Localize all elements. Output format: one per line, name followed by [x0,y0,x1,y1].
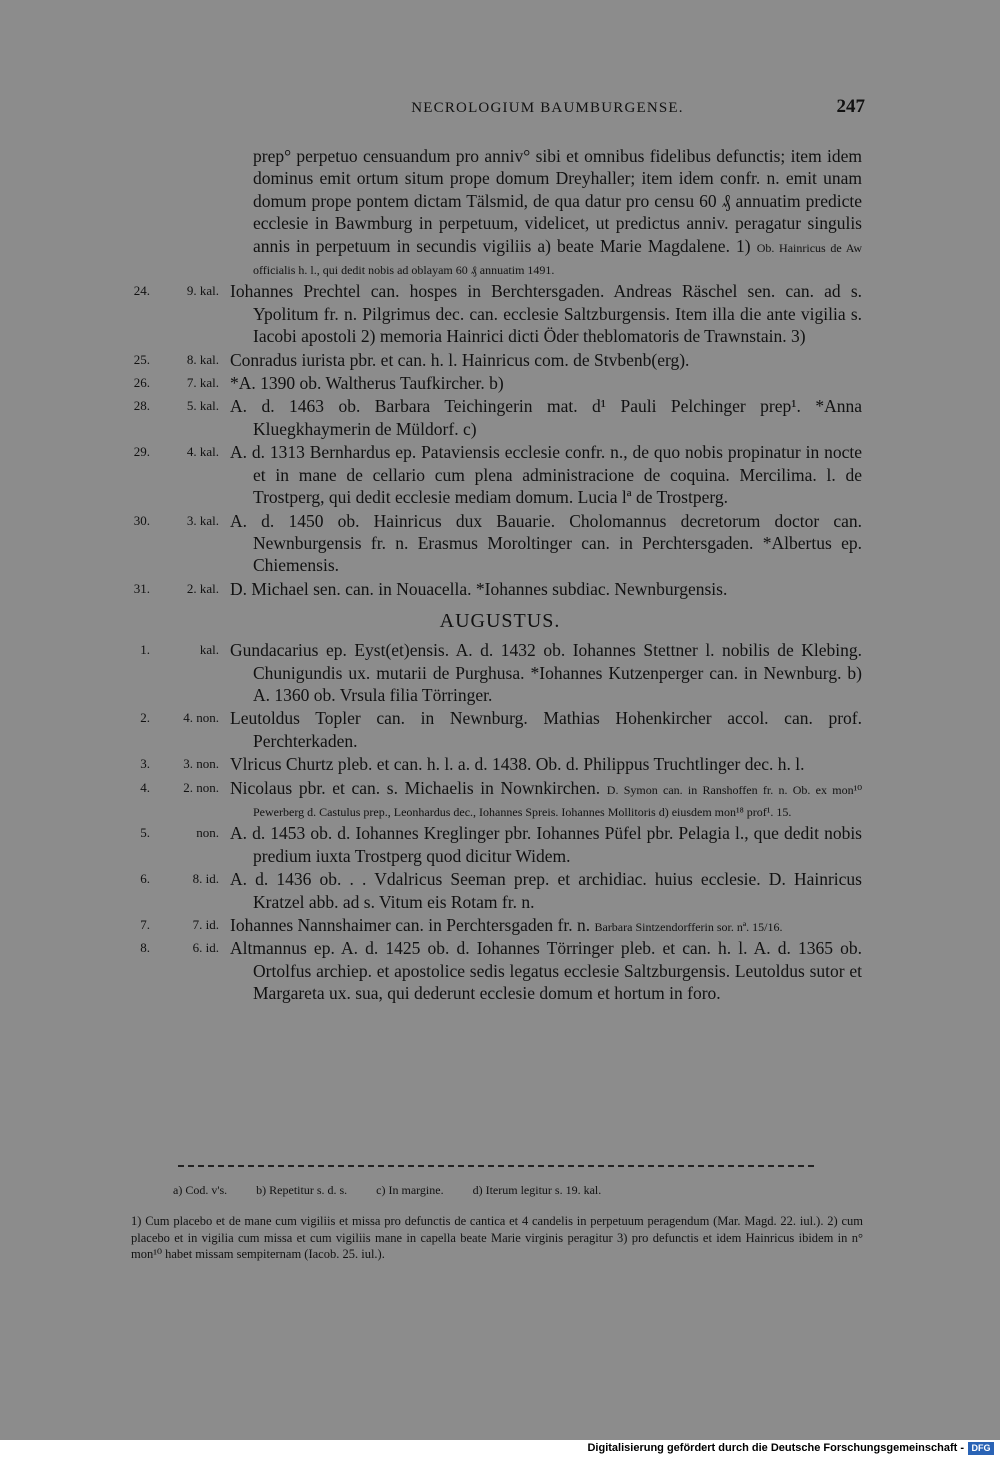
entry-number: 6. [140,871,150,887]
july-entry [0,280,1000,347]
entries [0,145,1000,1006]
footnotes: 1) Cum placebo et de mane cum vigiliis et missa pro defunctis de cantica et 4 candelis in perpetuum peragendum (Mar. Magd. 22. iul.). 2) cum placebo et in vigilia cum missa et cum vigiliis mane in capella beate Marie virginis peragitur 3) pro defunctis et idem Hainricus ibidem in n° mon¹⁰ habet missam sempiternam (Iacob. 25. iul.). [131,1214,863,1261]
entry-text: A. d. 1436 ob. . . Vdalricus Seeman prep. et archidiac. huius ecclesie. D. Hainricus Kratzel abb. ad s. Vitum eis Rotam fr. n. [230,869,862,912]
page-header [230,96,865,128]
entry-number: 4. [140,779,150,795]
july-entry [0,395,1000,440]
entry-day: 3. non. [183,756,219,772]
entry-day: non. [196,825,219,841]
entry-text: Altmannus ep. A. d. 1425 ob. d. Iohannes Törringer pleb. et can. h. l. A. d. 1365 ob. Ortolfus archiep. et apostolice sedis legatus ecclesie Saltzburgensis. Leutoldus sutor et Margareta ux. sua, qui dederunt ecclesie domum et hortum in foro. [230,938,862,1004]
entry-text: Vlricus Churtz pleb. et can. h. l. a. d. 1438. Ob. d. Philippus Truchtlinger dec. h. l. [230,754,805,775]
apparatus-notes [173,1182,863,1198]
running-title: NECROLOGIUM BAUMBURGENSE. [411,100,684,116]
entry-text: Conradus iurista pbr. et can. h. l. Hainricus com. de Stvbenb(erg). [230,349,690,370]
august-entry [0,753,1000,775]
august-entry [0,639,1000,706]
footer-text: Digitalisierung gefördert durch die Deutsche Forschungsgemeinschaft - [587,1442,964,1454]
entry-text: Iohannes Nannshaimer can. in Perchtersgaden fr. n. [230,915,591,935]
apparatus-d: d) Iterum legitur s. 19. kal. [472,1183,602,1197]
entry-text: A. d. 1453 ob. d. Iohannes Kreglinger pbr. Iohannes Püfel pbr. Pelagia l., que dedit nobis predium iuxta Trostperg quod dicitur Widem. [230,823,862,866]
july-entry [0,349,1000,371]
entry-number: 1. [140,642,150,658]
apparatus-c: c) In margine. [376,1183,444,1197]
footnote-rule [178,1165,814,1169]
intro-small: Ob. Hainricus de Aw officialis h. l., qui dedit nobis ad oblayam 60 ₰ annuatim 1491. [253,240,862,278]
footer-bar [0,1440,1000,1458]
entry-number: 29. [133,444,150,460]
entry-day: 6. id. [192,940,219,956]
entry-number: 31. [133,580,150,596]
entry-text: D. Michael sen. can. in Nouacella. *Iohannes subdiac. Newnburgensis. [230,578,728,599]
entry-number: 7. [140,917,150,932]
august-entry [0,777,1000,822]
entry-number: 25. [133,351,150,367]
entry-day: 2. non. [183,779,219,795]
entry-number: 5. [140,825,150,841]
entry-day: 8. kal. [186,351,219,367]
entry-number: 30. [133,512,150,528]
entry-text: Nicolaus pbr. et can. s. Michaelis in Nownkirchen. [230,777,601,798]
entry-text: A. d. 1463 ob. Barbara Teichingerin mat. d¹ Pauli Pelchinger prep¹. *Anna Kluegkhaymerin de Müldorf. c) [230,396,862,439]
intro-paragraph [0,145,1000,279]
apparatus-b: b) Repetitur s. d. s. [256,1183,348,1197]
apparatus-a: a) Cod. v's. [173,1183,228,1197]
page-number: 247 [836,96,865,117]
july-entry [0,441,1000,508]
entry-text: Gundacarius ep. Eyst(et)ensis. A. d. 1432 ob. Iohannes Stettner l. nobilis de Klebing. Chunigundis ux. mutarii de Purghusa. *Iohannes Kutzenperger can. in Newnburg. b) A. 1360 ob. Vrsula filia Törringer. [230,640,862,705]
entry-text: A. d. 1313 Bernhardus ep. Pataviensis ecclesie confr. n., de quo nobis propinatur in nocte et in mane de cellario cum plena administracione de coquina. Mercilima. l. de Trostperg, qui dedit ecclesie mediam domum. Lucia lª de Trostperg. [230,442,862,508]
entry-number: 8. [140,940,150,956]
entry-text: Leutoldus Topler can. in Newnburg. Mathias Hohenkircher accol. can. prof. Perchterkaden. [230,708,862,751]
august-entry [0,914,1000,936]
entry-day: 4. non. [183,710,219,726]
dfg-logo-icon: DFG [968,1442,994,1455]
entry-day: 5. kal. [186,398,219,414]
july-entry [0,578,1000,600]
entry-number: 2. [140,710,150,726]
entry-small-text: D. Symon can. in Ranshoffen fr. n. Ob. ex mon¹⁰ Pewerberg d. Castulus prep., Leonhardus dec., Iohannes Spreis. Iohannes Mollitoris d) eiusdem mon¹⁸ prof¹. 15. [253,782,863,819]
section-title-augustus: AUGUSTUS. [439,610,561,633]
entry-day: kal. [199,642,219,658]
august-entry [0,868,1000,913]
entry-text: A. d. 1450 ob. Hainricus dux Bauarie. Cholomannus decretorum doctor can. Newnburgensis fr. n. Erasmus Moroltinger can. in Perchtersgaden. *Albertus ep. Chiemensis. [230,510,862,576]
august-entry [0,822,1000,867]
entry-day: 2. kal. [186,580,219,596]
intro-text: prep° perpetuo censuandum pro anniv° sibi et omnibus fidelibus defunctis; item idem dominus emit ortum situm prope domum Dreyhaller; item idem confr. n. emit unam domum prope pontem dictam Tälsmid, de qua datur pro censu 60 ₰ annuatim predicte ecclesie in Bawmburg in perpetuum, videlicet, ut predictus anniv. peragatur singulis annis in perpetuum in secundis vigiliis a) beate Marie Magdalene. 1) [253,146,862,256]
entry-number: 3. [140,756,150,772]
entry-day: 7. id. [192,917,219,932]
entry-number: 26. [133,375,150,391]
entry-day: 7. kal. [186,375,219,391]
entry-day: 8. id. [192,871,219,887]
entry-day: 4. kal. [186,444,219,460]
entry-text: *A. 1390 ob. Waltherus Taufkircher. b) [230,373,504,394]
entry-number: 24. [133,283,150,299]
entry-day: 9. kal. [186,283,219,299]
august-entry [0,937,1000,1004]
july-entry [0,372,1000,394]
july-entry [0,510,1000,577]
entry-small-text: Barbara Sintzendorfferin sor. nª. 15/16. [594,920,783,934]
entry-day: 3. kal. [186,512,219,528]
entry-text: Iohannes Prechtel can. hospes in Berchtersgaden. Andreas Räschel sen. can. ad s. Ypolitum fr. n. Pilgrimus dec. can. ecclesie Saltzburgensis. Item illa die ante vigilia s. Iacobi apostoli 2) memoria Hainrici dicti Öder theblomatoris de Trawnstain. 3) [230,281,862,347]
august-entry [0,707,1000,752]
entry-number: 28. [133,398,150,414]
